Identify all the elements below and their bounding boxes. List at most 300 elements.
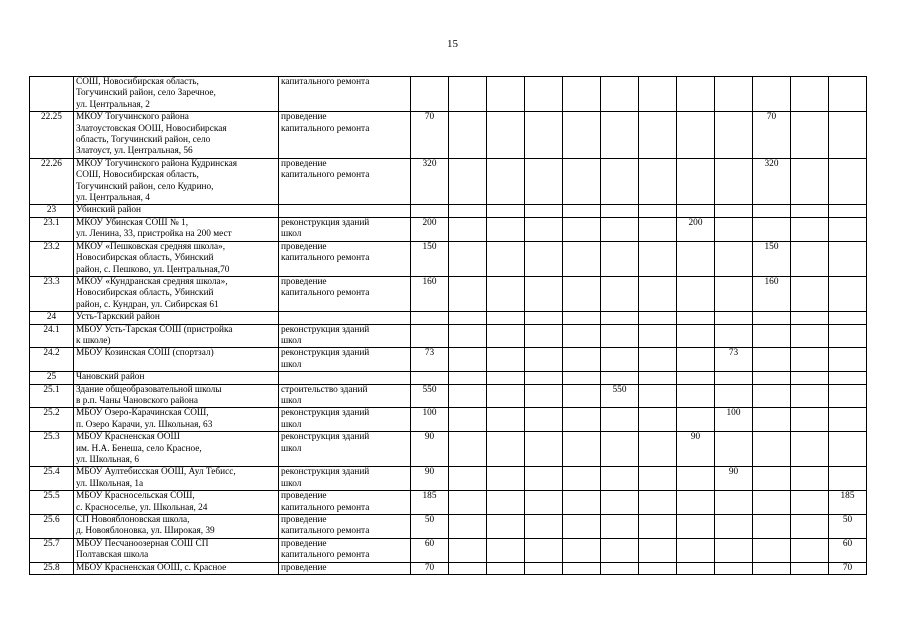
- year-value-cell: [677, 241, 715, 276]
- year-value-cell: [525, 217, 563, 241]
- year-value-cell: [829, 77, 867, 112]
- year-value-cell: [791, 432, 829, 467]
- year-value-cell: [639, 515, 677, 539]
- year-value-cell: [525, 372, 563, 384]
- work-type-cell: проведение капитального ремонта: [279, 538, 411, 562]
- object-name-cell: МБОУ Озеро-Карачинская СОШ, п. Озеро Карачи, ул. Школьная, 63: [74, 408, 279, 432]
- object-name-cell: Усть-Таркский район: [74, 312, 279, 324]
- year-value-cell: [829, 384, 867, 408]
- year-value-cell: [563, 562, 601, 574]
- year-value-cell: [601, 538, 639, 562]
- year-value-cell: [715, 158, 753, 205]
- year-value-cell: [525, 467, 563, 491]
- year-value-cell: [753, 562, 791, 574]
- year-value-cell: [487, 112, 525, 159]
- work-type-cell: проведение капитального ремонта: [279, 112, 411, 159]
- work-type-cell: проведение капитального ремонта: [279, 276, 411, 311]
- year-value-cell: [525, 348, 563, 372]
- year-value-cell: [449, 312, 487, 324]
- year-value-cell: [791, 384, 829, 408]
- total-cell: [411, 372, 449, 384]
- table-row: [30, 276, 867, 311]
- year-value-cell: [639, 538, 677, 562]
- year-value-cell: [791, 205, 829, 217]
- year-value-cell: [449, 515, 487, 539]
- year-value-cell: [449, 205, 487, 217]
- table-row: [30, 205, 867, 217]
- total-cell: [411, 324, 449, 348]
- page-number: 15: [447, 38, 458, 50]
- table-row: [30, 515, 867, 539]
- year-value-cell: [715, 491, 753, 515]
- table-row: [30, 312, 867, 324]
- year-value-cell: [525, 562, 563, 574]
- year-value-cell: [715, 562, 753, 574]
- row-number-cell: 25.6: [30, 515, 74, 539]
- year-value-cell: [449, 408, 487, 432]
- year-value-cell: [487, 324, 525, 348]
- year-value-cell: 70: [753, 112, 791, 159]
- year-value-cell: [487, 562, 525, 574]
- table-row: [30, 217, 867, 241]
- year-value-cell: [601, 432, 639, 467]
- table-row: [30, 348, 867, 372]
- row-number-cell: 23.2: [30, 241, 74, 276]
- work-type-cell: реконструкция зданий школ: [279, 467, 411, 491]
- year-value-cell: [563, 312, 601, 324]
- year-value-cell: [487, 408, 525, 432]
- year-value-cell: 160: [753, 276, 791, 311]
- year-value-cell: [449, 241, 487, 276]
- year-value-cell: [829, 217, 867, 241]
- year-value-cell: [829, 348, 867, 372]
- year-value-cell: [639, 158, 677, 205]
- year-value-cell: [791, 562, 829, 574]
- row-number-cell: 24.2: [30, 348, 74, 372]
- work-type-cell: проведение капитального ремонта: [279, 158, 411, 205]
- total-cell: 200: [411, 217, 449, 241]
- year-value-cell: [791, 77, 829, 112]
- year-value-cell: 73: [715, 348, 753, 372]
- year-value-cell: [829, 467, 867, 491]
- year-value-cell: [487, 158, 525, 205]
- year-value-cell: [715, 241, 753, 276]
- table-row: [30, 158, 867, 205]
- year-value-cell: [525, 112, 563, 159]
- year-value-cell: [563, 77, 601, 112]
- work-type-cell: строительство зданий школ: [279, 384, 411, 408]
- year-value-cell: [753, 348, 791, 372]
- row-number-cell: 25.5: [30, 491, 74, 515]
- row-number-cell: 25.8: [30, 562, 74, 574]
- table-row: [30, 562, 867, 574]
- year-value-cell: [563, 467, 601, 491]
- year-value-cell: [601, 312, 639, 324]
- row-number-cell: [30, 77, 74, 112]
- year-value-cell: [829, 324, 867, 348]
- year-value-cell: [563, 491, 601, 515]
- year-value-cell: [487, 467, 525, 491]
- year-value-cell: [525, 241, 563, 276]
- year-value-cell: [525, 312, 563, 324]
- row-number-cell: 25: [30, 372, 74, 384]
- year-value-cell: [487, 241, 525, 276]
- work-type-cell: проведение капитального ремонта: [279, 515, 411, 539]
- year-value-cell: 185: [829, 491, 867, 515]
- year-value-cell: [487, 515, 525, 539]
- year-value-cell: [601, 324, 639, 348]
- year-value-cell: [601, 158, 639, 205]
- year-value-cell: [639, 112, 677, 159]
- year-value-cell: [639, 372, 677, 384]
- year-value-cell: [715, 372, 753, 384]
- year-value-cell: [525, 384, 563, 408]
- year-value-cell: [639, 77, 677, 112]
- year-value-cell: [791, 348, 829, 372]
- table-row: [30, 384, 867, 408]
- row-number-cell: 23.1: [30, 217, 74, 241]
- year-value-cell: [601, 77, 639, 112]
- year-value-cell: [601, 217, 639, 241]
- object-name-cell: Здание общеобразовательной школы в р.п. Чаны Чановского района: [74, 384, 279, 408]
- year-value-cell: [601, 205, 639, 217]
- object-name-cell: МБОУ Песчаноозерная СОШ СП Полтавская школа: [74, 538, 279, 562]
- year-value-cell: [677, 408, 715, 432]
- year-value-cell: [449, 112, 487, 159]
- year-value-cell: [525, 432, 563, 467]
- total-cell: 90: [411, 432, 449, 467]
- row-number-cell: 23: [30, 205, 74, 217]
- year-value-cell: [715, 312, 753, 324]
- year-value-cell: [563, 538, 601, 562]
- year-value-cell: [677, 77, 715, 112]
- year-value-cell: [449, 538, 487, 562]
- object-name-cell: МБОУ Красненская ООШ, с. Красное: [74, 562, 279, 574]
- year-value-cell: [677, 276, 715, 311]
- table-row: [30, 241, 867, 276]
- construction-plan-table: [29, 76, 867, 575]
- year-value-cell: [563, 408, 601, 432]
- year-value-cell: [487, 491, 525, 515]
- row-number-cell: 22.26: [30, 158, 74, 205]
- work-type-cell: капитального ремонта: [279, 77, 411, 112]
- work-type-cell: проведение капитального ремонта: [279, 241, 411, 276]
- row-number-cell: 25.3: [30, 432, 74, 467]
- year-value-cell: [753, 515, 791, 539]
- year-value-cell: [449, 372, 487, 384]
- object-name-cell: МБОУ Красносельская СОШ, с. Красноселье, ул. Школьная, 24: [74, 491, 279, 515]
- year-value-cell: [525, 276, 563, 311]
- year-value-cell: [639, 217, 677, 241]
- table-row: [30, 467, 867, 491]
- year-value-cell: [791, 312, 829, 324]
- year-value-cell: [715, 77, 753, 112]
- table-row: [30, 432, 867, 467]
- work-type-cell: реконструкция зданий школ: [279, 217, 411, 241]
- year-value-cell: 50: [829, 515, 867, 539]
- year-value-cell: 150: [753, 241, 791, 276]
- row-number-cell: 24: [30, 312, 74, 324]
- table-row: [30, 372, 867, 384]
- work-type-cell: проведение капитального ремонта: [279, 491, 411, 515]
- year-value-cell: [449, 562, 487, 574]
- year-value-cell: [753, 372, 791, 384]
- total-cell: 160: [411, 276, 449, 311]
- year-value-cell: [601, 515, 639, 539]
- year-value-cell: [829, 372, 867, 384]
- year-value-cell: [715, 538, 753, 562]
- year-value-cell: [677, 372, 715, 384]
- object-name-cell: МБОУ Красненская ООШ им. Н.А. Бенеша, село Красное, ул. Школьная, 6: [74, 432, 279, 467]
- total-cell: 150: [411, 241, 449, 276]
- year-value-cell: [525, 77, 563, 112]
- year-value-cell: [639, 491, 677, 515]
- total-cell: 185: [411, 491, 449, 515]
- year-value-cell: [753, 432, 791, 467]
- work-type-cell: реконструкция зданий школ: [279, 324, 411, 348]
- year-value-cell: [829, 312, 867, 324]
- year-value-cell: [677, 158, 715, 205]
- total-cell: 320: [411, 158, 449, 205]
- year-value-cell: [601, 467, 639, 491]
- year-value-cell: [449, 217, 487, 241]
- year-value-cell: [791, 408, 829, 432]
- total-cell: 100: [411, 408, 449, 432]
- year-value-cell: [601, 348, 639, 372]
- year-value-cell: [449, 77, 487, 112]
- year-value-cell: [449, 467, 487, 491]
- work-type-cell: [279, 205, 411, 217]
- year-value-cell: [525, 515, 563, 539]
- year-value-cell: [601, 372, 639, 384]
- year-value-cell: [487, 538, 525, 562]
- year-value-cell: [639, 467, 677, 491]
- year-value-cell: [677, 467, 715, 491]
- year-value-cell: [563, 515, 601, 539]
- work-type-cell: реконструкция зданий школ: [279, 408, 411, 432]
- year-value-cell: [601, 276, 639, 311]
- object-name-cell: МКОУ «Кундранская средняя школа», Новосибирская область, Убинский район, с. Кундран, ул. Сибирская 61: [74, 276, 279, 311]
- year-value-cell: [487, 372, 525, 384]
- year-value-cell: [563, 372, 601, 384]
- year-value-cell: [487, 312, 525, 324]
- total-cell: 550: [411, 384, 449, 408]
- year-value-cell: 320: [753, 158, 791, 205]
- table-row: [30, 324, 867, 348]
- object-name-cell: МБОУ Козинская СОШ (спортзал): [74, 348, 279, 372]
- year-value-cell: [677, 538, 715, 562]
- year-value-cell: [487, 432, 525, 467]
- year-value-cell: [791, 467, 829, 491]
- year-value-cell: [753, 491, 791, 515]
- object-name-cell: МКОУ Тогучинского района Кудринская СОШ, Новосибирская область, Тогучинский район, село Кудрино, ул. Центральная, 4: [74, 158, 279, 205]
- year-value-cell: [525, 408, 563, 432]
- year-value-cell: [677, 205, 715, 217]
- year-value-cell: [753, 217, 791, 241]
- year-value-cell: [563, 205, 601, 217]
- row-number-cell: 25.1: [30, 384, 74, 408]
- year-value-cell: 100: [715, 408, 753, 432]
- year-value-cell: [791, 538, 829, 562]
- year-value-cell: [525, 538, 563, 562]
- row-number-cell: 23.3: [30, 276, 74, 311]
- year-value-cell: [753, 324, 791, 348]
- year-value-cell: [601, 408, 639, 432]
- year-value-cell: [563, 324, 601, 348]
- year-value-cell: [487, 384, 525, 408]
- year-value-cell: [715, 384, 753, 408]
- object-name-cell: МКОУ Тогучинского района Златоустовская ООШ, Новосибирская область, Тогучинский район, село Златоуст, ул. Центральная, 56: [74, 112, 279, 159]
- year-value-cell: [715, 205, 753, 217]
- year-value-cell: [677, 112, 715, 159]
- year-value-cell: [791, 491, 829, 515]
- year-value-cell: [677, 324, 715, 348]
- row-number-cell: 25.4: [30, 467, 74, 491]
- year-value-cell: [563, 241, 601, 276]
- total-cell: [411, 77, 449, 112]
- year-value-cell: 550: [601, 384, 639, 408]
- year-value-cell: [487, 276, 525, 311]
- year-value-cell: [639, 312, 677, 324]
- row-number-cell: 25.7: [30, 538, 74, 562]
- year-value-cell: [487, 77, 525, 112]
- year-value-cell: [449, 348, 487, 372]
- year-value-cell: [677, 384, 715, 408]
- total-cell: 73: [411, 348, 449, 372]
- year-value-cell: [639, 276, 677, 311]
- year-value-cell: [791, 515, 829, 539]
- year-value-cell: [639, 408, 677, 432]
- year-value-cell: [753, 312, 791, 324]
- year-value-cell: [449, 491, 487, 515]
- year-value-cell: [829, 112, 867, 159]
- table-row: [30, 491, 867, 515]
- year-value-cell: [601, 241, 639, 276]
- year-value-cell: [791, 276, 829, 311]
- year-value-cell: [753, 467, 791, 491]
- object-name-cell: МКОУ Убинская СОШ № 1, ул. Ленина, 33, пристройка на 200 мест: [74, 217, 279, 241]
- year-value-cell: [791, 217, 829, 241]
- year-value-cell: [563, 217, 601, 241]
- year-value-cell: [563, 112, 601, 159]
- year-value-cell: [563, 348, 601, 372]
- year-value-cell: [449, 276, 487, 311]
- year-value-cell: [487, 217, 525, 241]
- year-value-cell: [601, 562, 639, 574]
- year-value-cell: [829, 276, 867, 311]
- year-value-cell: [829, 205, 867, 217]
- table-row: [30, 408, 867, 432]
- year-value-cell: [791, 324, 829, 348]
- year-value-cell: [563, 384, 601, 408]
- year-value-cell: [563, 158, 601, 205]
- year-value-cell: [715, 515, 753, 539]
- year-value-cell: [449, 384, 487, 408]
- object-name-cell: СОШ, Новосибирская область, Тогучинский район, село Заречное, ул. Центральная, 2: [74, 77, 279, 112]
- year-value-cell: 70: [829, 562, 867, 574]
- table-row: [30, 112, 867, 159]
- year-value-cell: [791, 158, 829, 205]
- year-value-cell: [791, 241, 829, 276]
- year-value-cell: [601, 491, 639, 515]
- year-value-cell: [715, 324, 753, 348]
- year-value-cell: [715, 217, 753, 241]
- year-value-cell: [525, 158, 563, 205]
- year-value-cell: [753, 538, 791, 562]
- table-row: [30, 538, 867, 562]
- year-value-cell: [639, 348, 677, 372]
- year-value-cell: [753, 384, 791, 408]
- year-value-cell: 200: [677, 217, 715, 241]
- work-type-cell: проведение: [279, 562, 411, 574]
- object-name-cell: МБОУ Усть-Тарская СОШ (пристройка к школе): [74, 324, 279, 348]
- year-value-cell: [791, 372, 829, 384]
- year-value-cell: [601, 112, 639, 159]
- year-value-cell: [829, 241, 867, 276]
- year-value-cell: [829, 158, 867, 205]
- year-value-cell: [829, 408, 867, 432]
- year-value-cell: [563, 276, 601, 311]
- work-type-cell: [279, 372, 411, 384]
- total-cell: 90: [411, 467, 449, 491]
- work-type-cell: реконструкция зданий школ: [279, 348, 411, 372]
- year-value-cell: [715, 432, 753, 467]
- year-value-cell: [525, 324, 563, 348]
- year-value-cell: [639, 384, 677, 408]
- total-cell: 70: [411, 562, 449, 574]
- object-name-cell: МБОУ Аултебисская ООШ, Аул Тебисс, ул. Школьная, 1а: [74, 467, 279, 491]
- year-value-cell: [829, 432, 867, 467]
- row-number-cell: 22.25: [30, 112, 74, 159]
- total-cell: [411, 205, 449, 217]
- total-cell: 50: [411, 515, 449, 539]
- year-value-cell: 90: [677, 432, 715, 467]
- work-type-cell: [279, 312, 411, 324]
- year-value-cell: [791, 112, 829, 159]
- object-name-cell: МКОУ «Пешковская средняя школа», Новосибирская область, Убинский район, с. Пешково, ул. Центральная,70: [74, 241, 279, 276]
- year-value-cell: 90: [715, 467, 753, 491]
- year-value-cell: [753, 205, 791, 217]
- object-name-cell: СП Новояблоновская школа, д. Новояблоновка, ул. Широкая, 39: [74, 515, 279, 539]
- total-cell: [411, 312, 449, 324]
- year-value-cell: [563, 432, 601, 467]
- year-value-cell: [525, 205, 563, 217]
- year-value-cell: [639, 241, 677, 276]
- year-value-cell: [639, 562, 677, 574]
- year-value-cell: [677, 515, 715, 539]
- year-value-cell: [449, 158, 487, 205]
- year-value-cell: [715, 276, 753, 311]
- year-value-cell: [449, 324, 487, 348]
- total-cell: 70: [411, 112, 449, 159]
- year-value-cell: [525, 491, 563, 515]
- object-name-cell: Убинский район: [74, 205, 279, 217]
- row-number-cell: 25.2: [30, 408, 74, 432]
- year-value-cell: 60: [829, 538, 867, 562]
- total-cell: 60: [411, 538, 449, 562]
- year-value-cell: [449, 432, 487, 467]
- row-number-cell: 24.1: [30, 324, 74, 348]
- year-value-cell: [677, 348, 715, 372]
- year-value-cell: [639, 432, 677, 467]
- year-value-cell: [753, 77, 791, 112]
- year-value-cell: [639, 324, 677, 348]
- year-value-cell: [677, 491, 715, 515]
- year-value-cell: [487, 205, 525, 217]
- year-value-cell: [677, 562, 715, 574]
- year-value-cell: [753, 408, 791, 432]
- table-row: [30, 77, 867, 112]
